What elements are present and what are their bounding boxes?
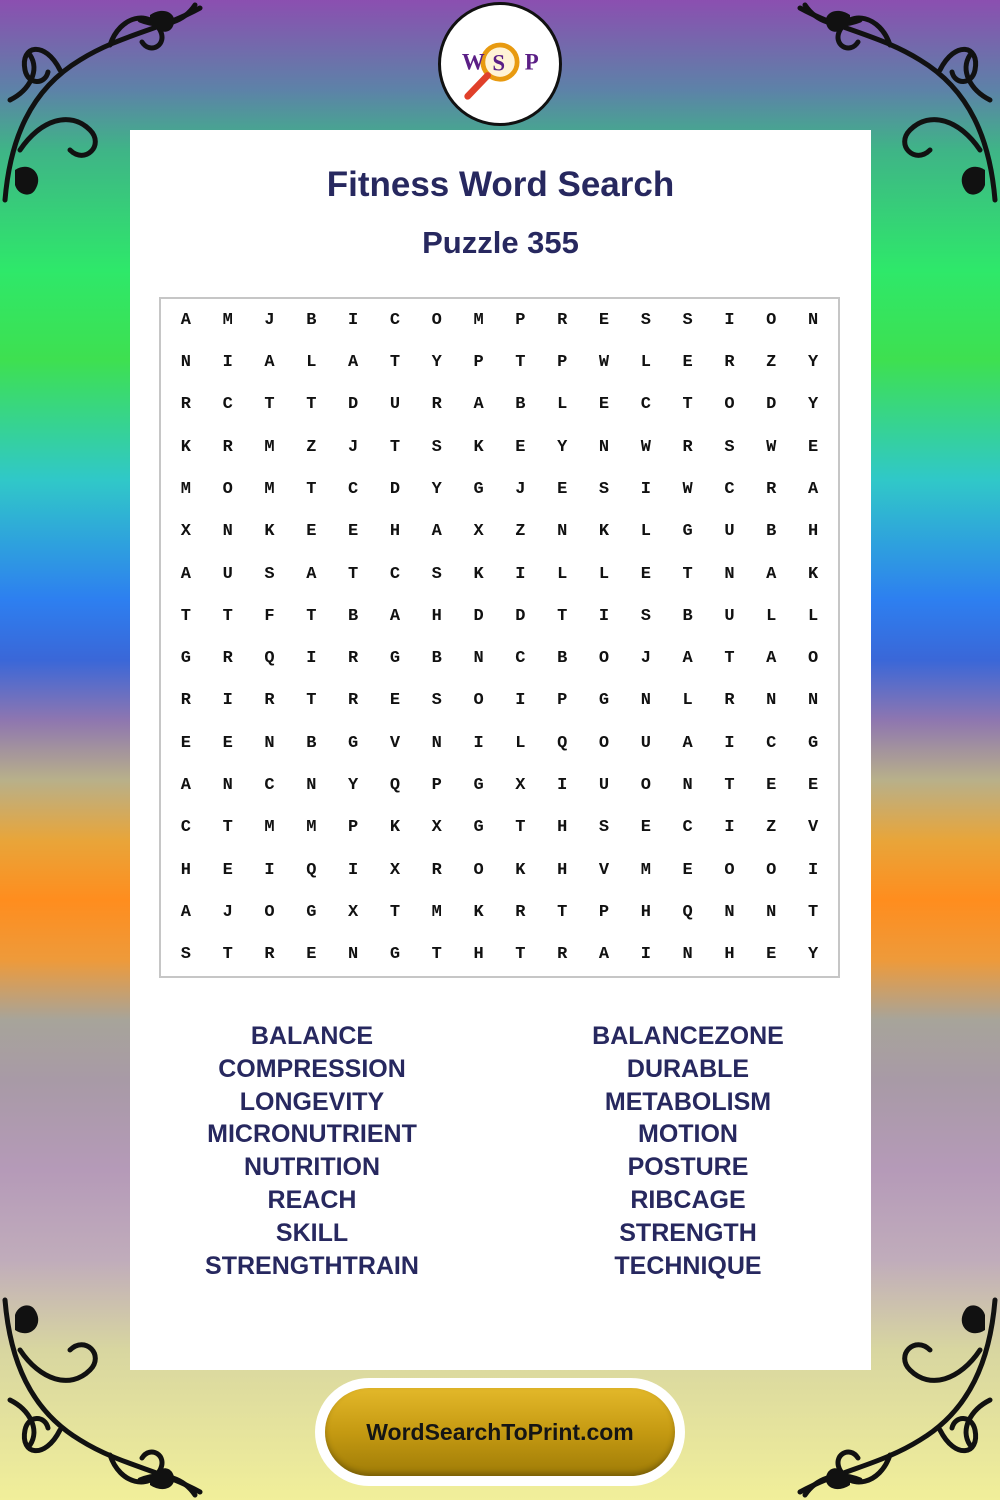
grid-cell[interactable]: I <box>473 733 484 753</box>
grid-cell[interactable]: P <box>557 691 568 711</box>
word-list-item: BALANCE <box>250 1022 374 1050</box>
grid-cell[interactable]: D <box>473 606 484 626</box>
grid-cell[interactable]: B <box>557 649 568 669</box>
grid-cell[interactable]: R <box>515 903 526 923</box>
grid-cell[interactable]: G <box>473 776 484 796</box>
grid-cell[interactable]: H <box>431 606 442 626</box>
grid-cell[interactable]: E <box>222 733 233 753</box>
grid-cell[interactable]: C <box>389 564 401 584</box>
grid-cell[interactable]: J <box>515 479 526 499</box>
grid-cell[interactable]: P <box>431 776 442 796</box>
grid-cell[interactable]: R <box>348 691 359 711</box>
grid-cell[interactable]: N <box>807 310 819 330</box>
grid-cell[interactable]: U <box>222 564 233 584</box>
grid-cell[interactable]: R <box>431 395 442 415</box>
grid-cell[interactable]: L <box>598 564 610 584</box>
grid-cell[interactable]: M <box>306 818 317 838</box>
grid-cell[interactable]: N <box>724 564 735 584</box>
grid-cell[interactable]: W <box>598 352 610 372</box>
grid-cell[interactable]: B <box>766 522 777 542</box>
grid-cell[interactable]: T <box>222 818 233 838</box>
grid-cell[interactable]: Z <box>766 352 777 372</box>
grid-cell[interactable]: K <box>598 522 610 542</box>
grid-cell[interactable]: T <box>807 903 819 923</box>
grid-cell[interactable]: L <box>640 352 651 372</box>
grid-cell[interactable]: S <box>640 310 651 330</box>
word-list-item: NUTRITION <box>243 1153 381 1182</box>
grid-cell[interactable]: A <box>180 310 191 330</box>
grid-cell[interactable]: D <box>389 479 401 499</box>
grid-cell[interactable]: R <box>766 479 777 499</box>
grid-cell[interactable]: L <box>682 691 693 711</box>
grid-cell[interactable]: E <box>515 437 526 457</box>
grid-cell[interactable]: O <box>766 310 777 330</box>
word-list-item: BALANCEZONE <box>592 1022 784 1050</box>
footer-badge <box>315 1378 685 1486</box>
grid-cell[interactable]: H <box>557 860 568 880</box>
grid-cell[interactable]: A <box>807 479 819 499</box>
grid-cell[interactable]: H <box>180 860 191 880</box>
grid-cell[interactable]: W <box>682 479 693 499</box>
grid-cell[interactable]: O <box>222 479 233 499</box>
grid-cell[interactable]: S <box>598 818 610 838</box>
grid-cell[interactable]: O <box>766 860 777 880</box>
grid-cell[interactable]: Q <box>306 860 317 880</box>
grid-cell[interactable]: J <box>222 903 233 923</box>
grid-cell[interactable]: C <box>389 310 401 330</box>
grid-cell[interactable]: O <box>473 691 484 711</box>
grid-cell[interactable]: C <box>766 733 777 753</box>
grid-cell[interactable]: I <box>598 606 610 626</box>
grid-cell[interactable]: P <box>598 903 610 923</box>
grid-cell[interactable]: Y <box>431 352 442 372</box>
grid-cell[interactable]: M <box>473 310 484 330</box>
grid-cell[interactable]: V <box>389 733 401 753</box>
grid-cell[interactable]: N <box>222 522 233 542</box>
grid-cell[interactable]: H <box>640 903 651 923</box>
grid-cell[interactable]: N <box>724 903 735 923</box>
grid-cell[interactable]: O <box>724 395 735 415</box>
grid-cell[interactable]: D <box>515 606 526 626</box>
grid-cell[interactable]: E <box>306 522 317 542</box>
grid-cell[interactable]: T <box>222 945 233 965</box>
grid-cell[interactable]: T <box>515 818 526 838</box>
grid-cell[interactable]: A <box>180 564 191 584</box>
word-list-item: COMPRESSION <box>218 1054 406 1083</box>
grid-cell[interactable]: A <box>682 649 693 669</box>
grid-cell[interactable]: N <box>766 903 777 923</box>
grid-cell[interactable]: J <box>640 649 651 669</box>
grid-cell[interactable]: X <box>473 522 484 542</box>
grid-cell[interactable]: G <box>389 945 401 965</box>
grid-cell[interactable]: O <box>473 860 484 880</box>
grid-cell[interactable]: N <box>682 945 693 965</box>
grid-cell[interactable]: A <box>473 395 484 415</box>
grid-cell[interactable]: W <box>640 437 651 457</box>
grid-cell[interactable]: F <box>264 606 275 626</box>
grid-cell[interactable]: A <box>766 649 777 669</box>
grid-cell[interactable]: B <box>682 606 693 626</box>
grid-cell[interactable]: A <box>180 776 191 796</box>
grid-cell[interactable]: T <box>557 606 568 626</box>
grid-cell[interactable]: Q <box>389 776 401 796</box>
grid-cell[interactable]: L <box>306 352 317 372</box>
word-list-item: DURABLE <box>626 1054 750 1083</box>
site-link-button[interactable] <box>325 1388 675 1476</box>
grid-cell[interactable]: E <box>557 479 568 499</box>
grid-cell[interactable]: Y <box>807 352 819 372</box>
grid-cell[interactable]: Y <box>807 395 819 415</box>
grid-cell[interactable]: V <box>598 860 610 880</box>
grid-cell[interactable]: S <box>431 437 442 457</box>
grid-cell[interactable]: T <box>306 479 317 499</box>
grid-cell[interactable]: K <box>807 564 819 584</box>
grid-cell[interactable]: V <box>807 818 819 838</box>
page-title: Fitness Word Search <box>326 165 675 204</box>
word-list-right <box>503 1020 873 1282</box>
grid-cell[interactable]: R <box>724 352 735 372</box>
grid-cell[interactable]: C <box>640 395 651 415</box>
grid-cell[interactable]: E <box>682 352 693 372</box>
grid-cell[interactable]: H <box>389 522 401 542</box>
grid-cell[interactable]: E <box>640 564 651 584</box>
grid-cell[interactable]: T <box>682 564 693 584</box>
grid-cell[interactable]: T <box>682 395 693 415</box>
grid-cell[interactable]: M <box>180 479 191 499</box>
grid-cell[interactable]: H <box>557 818 568 838</box>
grid-cell[interactable]: E <box>389 691 401 711</box>
grid-cell[interactable]: P <box>348 818 359 838</box>
grid-cell[interactable]: A <box>389 606 401 626</box>
grid-cell[interactable]: Q <box>557 733 568 753</box>
grid-cell[interactable]: E <box>807 437 819 457</box>
grid-cell[interactable]: G <box>306 903 317 923</box>
grid-cell[interactable]: K <box>473 564 484 584</box>
word-list-item: REACH <box>267 1185 357 1214</box>
grid-cell[interactable]: X <box>389 860 401 880</box>
grid-cell[interactable]: T <box>180 606 191 626</box>
grid-cell[interactable]: A <box>348 352 359 372</box>
grid-cell[interactable]: G <box>180 649 191 669</box>
grid-cell[interactable]: G <box>682 522 693 542</box>
grid-cell[interactable]: D <box>348 395 359 415</box>
word-list-item: STRENGTH <box>619 1218 757 1247</box>
site-logo[interactable] <box>438 2 562 126</box>
grid-cell[interactable]: E <box>640 818 651 838</box>
grid-cell[interactable]: N <box>598 437 610 457</box>
grid-cell[interactable]: H <box>473 945 484 965</box>
grid-cell[interactable]: A <box>180 903 191 923</box>
grid-cell[interactable]: U <box>389 395 401 415</box>
grid-cell[interactable]: M <box>264 437 275 457</box>
grid-cell[interactable]: H <box>724 945 735 965</box>
grid-cell[interactable]: E <box>807 776 819 796</box>
magnifier-logo-icon <box>441 5 559 123</box>
grid-cell[interactable]: O <box>640 776 651 796</box>
grid-cell[interactable]: R <box>557 310 568 330</box>
grid-cell[interactable]: A <box>306 564 317 584</box>
grid-cell[interactable]: Y <box>807 945 819 965</box>
grid-cell[interactable]: K <box>515 860 526 880</box>
grid-cell[interactable]: T <box>264 395 275 415</box>
grid-cell[interactable]: K <box>180 437 191 457</box>
grid-cell[interactable]: J <box>348 437 359 457</box>
grid-cell[interactable]: S <box>640 606 651 626</box>
grid-cell[interactable]: C <box>682 818 693 838</box>
grid-cell[interactable]: T <box>389 437 401 457</box>
grid-cell[interactable]: S <box>180 945 191 965</box>
grid-cell[interactable]: U <box>640 733 651 753</box>
grid-cell[interactable]: T <box>222 606 233 626</box>
grid-cell[interactable]: K <box>264 522 275 542</box>
word-list-item: POSTURE <box>627 1153 749 1182</box>
grid-cell[interactable]: O <box>431 310 442 330</box>
grid-cell[interactable]: Q <box>682 903 693 923</box>
grid-cell[interactable]: P <box>473 352 484 372</box>
grid-cell[interactable]: T <box>557 903 568 923</box>
grid-cell[interactable]: P <box>515 310 526 330</box>
grid-cell[interactable]: N <box>180 352 191 372</box>
grid-cell[interactable]: Z <box>515 522 526 542</box>
grid-cell[interactable]: A <box>766 564 777 584</box>
word-list-item: MOTION <box>638 1120 738 1149</box>
grid-cell[interactable]: M <box>264 818 275 838</box>
grid-cell[interactable]: R <box>682 437 693 457</box>
grid-cell[interactable]: I <box>515 564 526 584</box>
word-list-item: SKILL <box>275 1218 349 1247</box>
grid-cell[interactable]: B <box>306 310 317 330</box>
grid-cell[interactable]: H <box>807 522 819 542</box>
grid-cell[interactable]: I <box>515 691 526 711</box>
grid-cell[interactable]: O <box>264 903 275 923</box>
grid-cell[interactable]: L <box>807 606 819 626</box>
grid-cell[interactable]: T <box>724 776 735 796</box>
grid-cell[interactable]: C <box>348 479 359 499</box>
grid-cell[interactable]: X <box>348 903 359 923</box>
word-list-item: METABOLISM <box>604 1087 772 1116</box>
grid-cell[interactable]: E <box>222 860 233 880</box>
grid-cell[interactable]: A <box>598 945 610 965</box>
grid-cell[interactable]: U <box>724 606 735 626</box>
puzzle-panel <box>130 130 871 1370</box>
grid-cell[interactable]: J <box>264 310 275 330</box>
grid-cell[interactable]: Q <box>264 649 275 669</box>
word-list-item: STRENGTHTRAIN <box>205 1251 419 1280</box>
letter-grid <box>159 297 840 978</box>
grid-cell[interactable]: S <box>598 479 610 499</box>
grid-cell[interactable]: X <box>431 818 442 838</box>
grid-cell[interactable]: N <box>473 649 484 669</box>
grid-cell[interactable]: R <box>724 691 735 711</box>
grid-cell[interactable]: R <box>557 945 568 965</box>
grid-cell[interactable]: N <box>766 691 777 711</box>
grid-cell[interactable]: C <box>515 649 526 669</box>
site-url: WordSearchToPrint.com <box>366 1418 634 1445</box>
grid-cell[interactable]: D <box>766 395 777 415</box>
grid-cell[interactable]: T <box>389 903 401 923</box>
grid-cell[interactable]: M <box>431 903 442 923</box>
grid-cell[interactable]: Z <box>766 818 777 838</box>
grid-cell[interactable]: R <box>264 691 275 711</box>
grid-cell[interactable]: T <box>431 945 442 965</box>
grid-cell[interactable]: M <box>264 479 275 499</box>
grid-cell[interactable]: G <box>348 733 359 753</box>
grid-cell[interactable]: R <box>222 437 233 457</box>
grid-cell[interactable]: U <box>724 522 735 542</box>
grid-cell[interactable]: I <box>724 310 735 330</box>
grid-cell[interactable]: I <box>724 818 735 838</box>
grid-cell[interactable]: I <box>348 860 359 880</box>
grid-cell[interactable]: I <box>640 945 651 965</box>
word-list-item: LONGEVITY <box>239 1087 385 1116</box>
grid-cell[interactable]: L <box>766 606 777 626</box>
logo-letter-p: P <box>524 49 539 75</box>
grid-cell[interactable]: G <box>598 691 610 711</box>
grid-cell[interactable]: O <box>807 649 819 669</box>
grid-cell[interactable]: E <box>180 733 191 753</box>
grid-cell[interactable]: T <box>348 564 359 584</box>
grid-cell[interactable]: C <box>724 479 735 499</box>
grid-cell[interactable]: T <box>306 691 317 711</box>
grid-cell[interactable]: L <box>640 522 651 542</box>
grid-cell[interactable]: R <box>180 395 191 415</box>
grid-cell[interactable]: B <box>348 606 359 626</box>
grid-cell[interactable]: S <box>682 310 693 330</box>
word-list-item: TECHNIQUE <box>614 1251 762 1280</box>
grid-cell[interactable]: E <box>348 522 359 542</box>
grid-cell[interactable]: E <box>682 860 693 880</box>
grid-cell[interactable]: S <box>264 564 275 584</box>
grid-cell[interactable]: G <box>473 818 484 838</box>
grid-cell[interactable]: I <box>306 649 317 669</box>
word-list-item: RIBCAGE <box>630 1185 746 1214</box>
grid-cell[interactable]: N <box>807 691 819 711</box>
grid-cell[interactable]: N <box>557 522 568 542</box>
grid-cell[interactable]: T <box>306 395 317 415</box>
grid-cell[interactable]: N <box>264 733 275 753</box>
grid-cell[interactable]: T <box>515 945 526 965</box>
grid-cell[interactable]: K <box>473 903 484 923</box>
grid-cell[interactable]: E <box>766 776 777 796</box>
grid-cell[interactable]: Z <box>306 437 317 457</box>
grid-cell[interactable]: S <box>724 437 735 457</box>
grid-cell[interactable]: L <box>557 564 568 584</box>
grid-cell[interactable]: I <box>640 479 651 499</box>
grid-cell[interactable]: N <box>348 945 359 965</box>
grid-cell[interactable]: O <box>598 733 610 753</box>
grid-cell[interactable]: G <box>473 479 484 499</box>
grid-cell[interactable]: Y <box>431 479 442 499</box>
grid-cell[interactable]: M <box>640 860 651 880</box>
grid-cell[interactable]: N <box>306 776 317 796</box>
logo-letter-s: S <box>492 50 506 76</box>
grid-cell[interactable]: N <box>640 691 651 711</box>
word-list-item: MICRONUTRIENT <box>207 1120 417 1149</box>
grid-cell[interactable]: Y <box>348 776 359 796</box>
grid-cell[interactable]: A <box>431 522 442 542</box>
grid-cell[interactable]: C <box>222 395 233 415</box>
grid-cell[interactable]: S <box>431 691 442 711</box>
grid-cell[interactable]: I <box>222 352 233 372</box>
grid-cell[interactable]: Y <box>557 437 568 457</box>
grid-cell[interactable]: S <box>431 564 442 584</box>
grid-cell[interactable]: K <box>473 437 484 457</box>
grid-cell[interactable]: N <box>431 733 442 753</box>
grid-cell[interactable]: T <box>724 649 735 669</box>
grid-cell[interactable]: K <box>389 818 401 838</box>
grid-cell[interactable]: T <box>515 352 526 372</box>
word-list-left <box>127 1020 497 1282</box>
grid-cell[interactable]: I <box>264 860 275 880</box>
grid-cell[interactable]: T <box>389 352 401 372</box>
grid-cell[interactable]: I <box>807 860 819 880</box>
grid-cell[interactable]: R <box>348 649 359 669</box>
grid-cell[interactable]: L <box>557 395 568 415</box>
grid-cell[interactable]: R <box>431 860 442 880</box>
grid-cell[interactable]: M <box>222 310 233 330</box>
grid-cell[interactable]: E <box>306 945 317 965</box>
grid-cell[interactable]: B <box>515 395 526 415</box>
grid-cell[interactable]: G <box>807 733 819 753</box>
grid-cell[interactable]: N <box>222 776 233 796</box>
grid-cell[interactable]: W <box>766 437 777 457</box>
grid-cell[interactable]: O <box>598 649 610 669</box>
grid-cell[interactable]: E <box>598 395 610 415</box>
grid-cell[interactable]: A <box>682 733 693 753</box>
grid-cell[interactable]: E <box>598 310 610 330</box>
grid-cell[interactable]: I <box>348 310 359 330</box>
grid-cell[interactable]: C <box>264 776 275 796</box>
puzzle-number: Puzzle 355 <box>422 225 579 260</box>
grid-cell[interactable]: I <box>222 691 233 711</box>
grid-cell[interactable]: B <box>306 733 317 753</box>
grid-cell[interactable]: R <box>264 945 275 965</box>
grid-cell[interactable]: N <box>682 776 693 796</box>
grid-cell[interactable]: G <box>389 649 401 669</box>
grid-cell[interactable]: I <box>557 776 568 796</box>
grid-cell[interactable]: T <box>306 606 317 626</box>
grid-cell[interactable]: R <box>222 649 233 669</box>
grid-cell[interactable]: P <box>557 352 568 372</box>
grid-cell[interactable]: C <box>180 818 191 838</box>
grid-cell[interactable]: X <box>515 776 526 796</box>
grid-cell[interactable]: B <box>431 649 442 669</box>
grid-cell[interactable]: L <box>515 733 526 753</box>
logo-letter-w: W <box>461 49 485 75</box>
grid-cell[interactable]: U <box>598 776 610 796</box>
grid-cell[interactable]: O <box>724 860 735 880</box>
grid-cell[interactable]: X <box>180 522 191 542</box>
grid-cell[interactable]: I <box>724 733 735 753</box>
grid-cell[interactable]: R <box>180 691 191 711</box>
grid-cell[interactable]: E <box>766 945 777 965</box>
grid-cell[interactable]: A <box>264 352 275 372</box>
